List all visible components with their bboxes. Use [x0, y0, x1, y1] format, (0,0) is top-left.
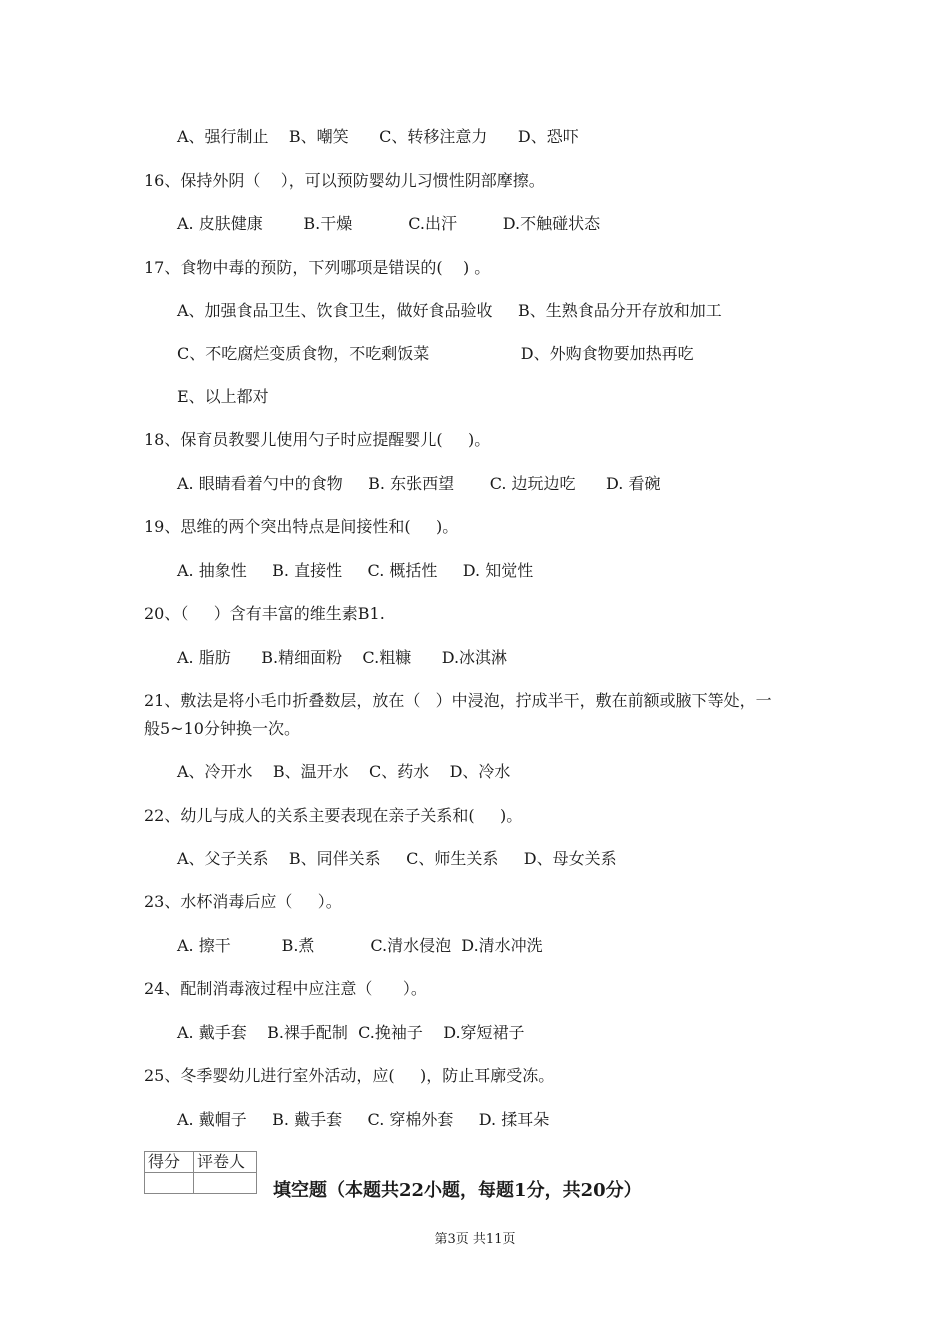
q17-options-row-2: C、不吃腐烂变质食物，不吃剩饭菜 D、外购食物要加热再吃	[177, 344, 694, 363]
question-21-line-1: 21、敷法是将小毛巾折叠数层，放在（ ）中浸泡，拧成半干，敷在前额或腋下等处，一	[144, 691, 772, 710]
score-cell	[145, 1173, 194, 1194]
grader-label: 评卷人	[194, 1152, 257, 1173]
q15-options: A、强行制止 B、嘲笑 C、转移注意力 D、恐吓	[177, 127, 579, 146]
page-footer: 第3页 共11页	[434, 1232, 516, 1247]
q22-options: A、父子关系 B、同伴关系 C、师生关系 D、母女关系	[177, 849, 617, 868]
q20-options: A. 脂肪 B.精细面粉 C.粗糠 D.冰淇淋	[177, 648, 508, 667]
q23-options: A. 擦干 B.煮 C.清水侵泡 D.清水冲洗	[177, 936, 543, 955]
score-label: 得分	[145, 1152, 194, 1173]
q19-options: A. 抽象性 B. 直接性 C. 概括性 D. 知觉性	[177, 561, 534, 580]
q25-options: A. 戴帽子 B. 戴手套 C. 穿棉外套 D. 揉耳朵	[177, 1110, 550, 1129]
question-17: 17、食物中毒的预防，下列哪项是错误的( ) 。	[144, 258, 491, 277]
question-20: 20、（ ）含有丰富的维生素B1.	[144, 604, 385, 623]
q17-options-row-3: E、以上都对	[177, 387, 269, 406]
q24-options: A. 戴手套 B.裸手配制 C.挽袖子 D.穿短裙子	[177, 1023, 525, 1042]
question-22: 22、幼儿与成人的关系主要表现在亲子关系和( )。	[144, 806, 523, 825]
q18-options: A. 眼睛看着勺中的食物 B. 东张西望 C. 边玩边吃 D. 看碗	[177, 474, 661, 493]
score-table	[144, 1151, 257, 1194]
q21-options: A、冷开水 B、温开水 C、药水 D、冷水	[177, 762, 511, 781]
question-21-line-2: 般5~10分钟换一次。	[144, 719, 300, 738]
question-18: 18、保育员教婴儿使用勺子时应提醒婴儿( )。	[144, 430, 491, 449]
q16-options: A. 皮肤健康 B.干燥 C.出汗 D.不触碰状态	[177, 214, 601, 233]
question-16: 16、保持外阴（ ），可以预防婴幼儿习惯性阴部摩擦。	[144, 171, 545, 190]
question-25: 25、冬季婴幼儿进行室外活动，应( )，防止耳廓受冻。	[144, 1066, 555, 1085]
question-23: 23、水杯消毒后应（ ）。	[144, 892, 342, 911]
grader-cell	[194, 1173, 257, 1194]
question-19: 19、思维的两个突出特点是间接性和( )。	[144, 517, 459, 536]
q17-options-row-1: A、加强食品卫生、饮食卫生，做好食品验收 B、生熟食品分开存放和加工	[177, 301, 722, 320]
section-title: 填空题（本题共22小题，每题1分，共20分）	[273, 1180, 642, 1201]
question-24: 24、配制消毒液过程中应注意（ ）。	[144, 979, 427, 998]
